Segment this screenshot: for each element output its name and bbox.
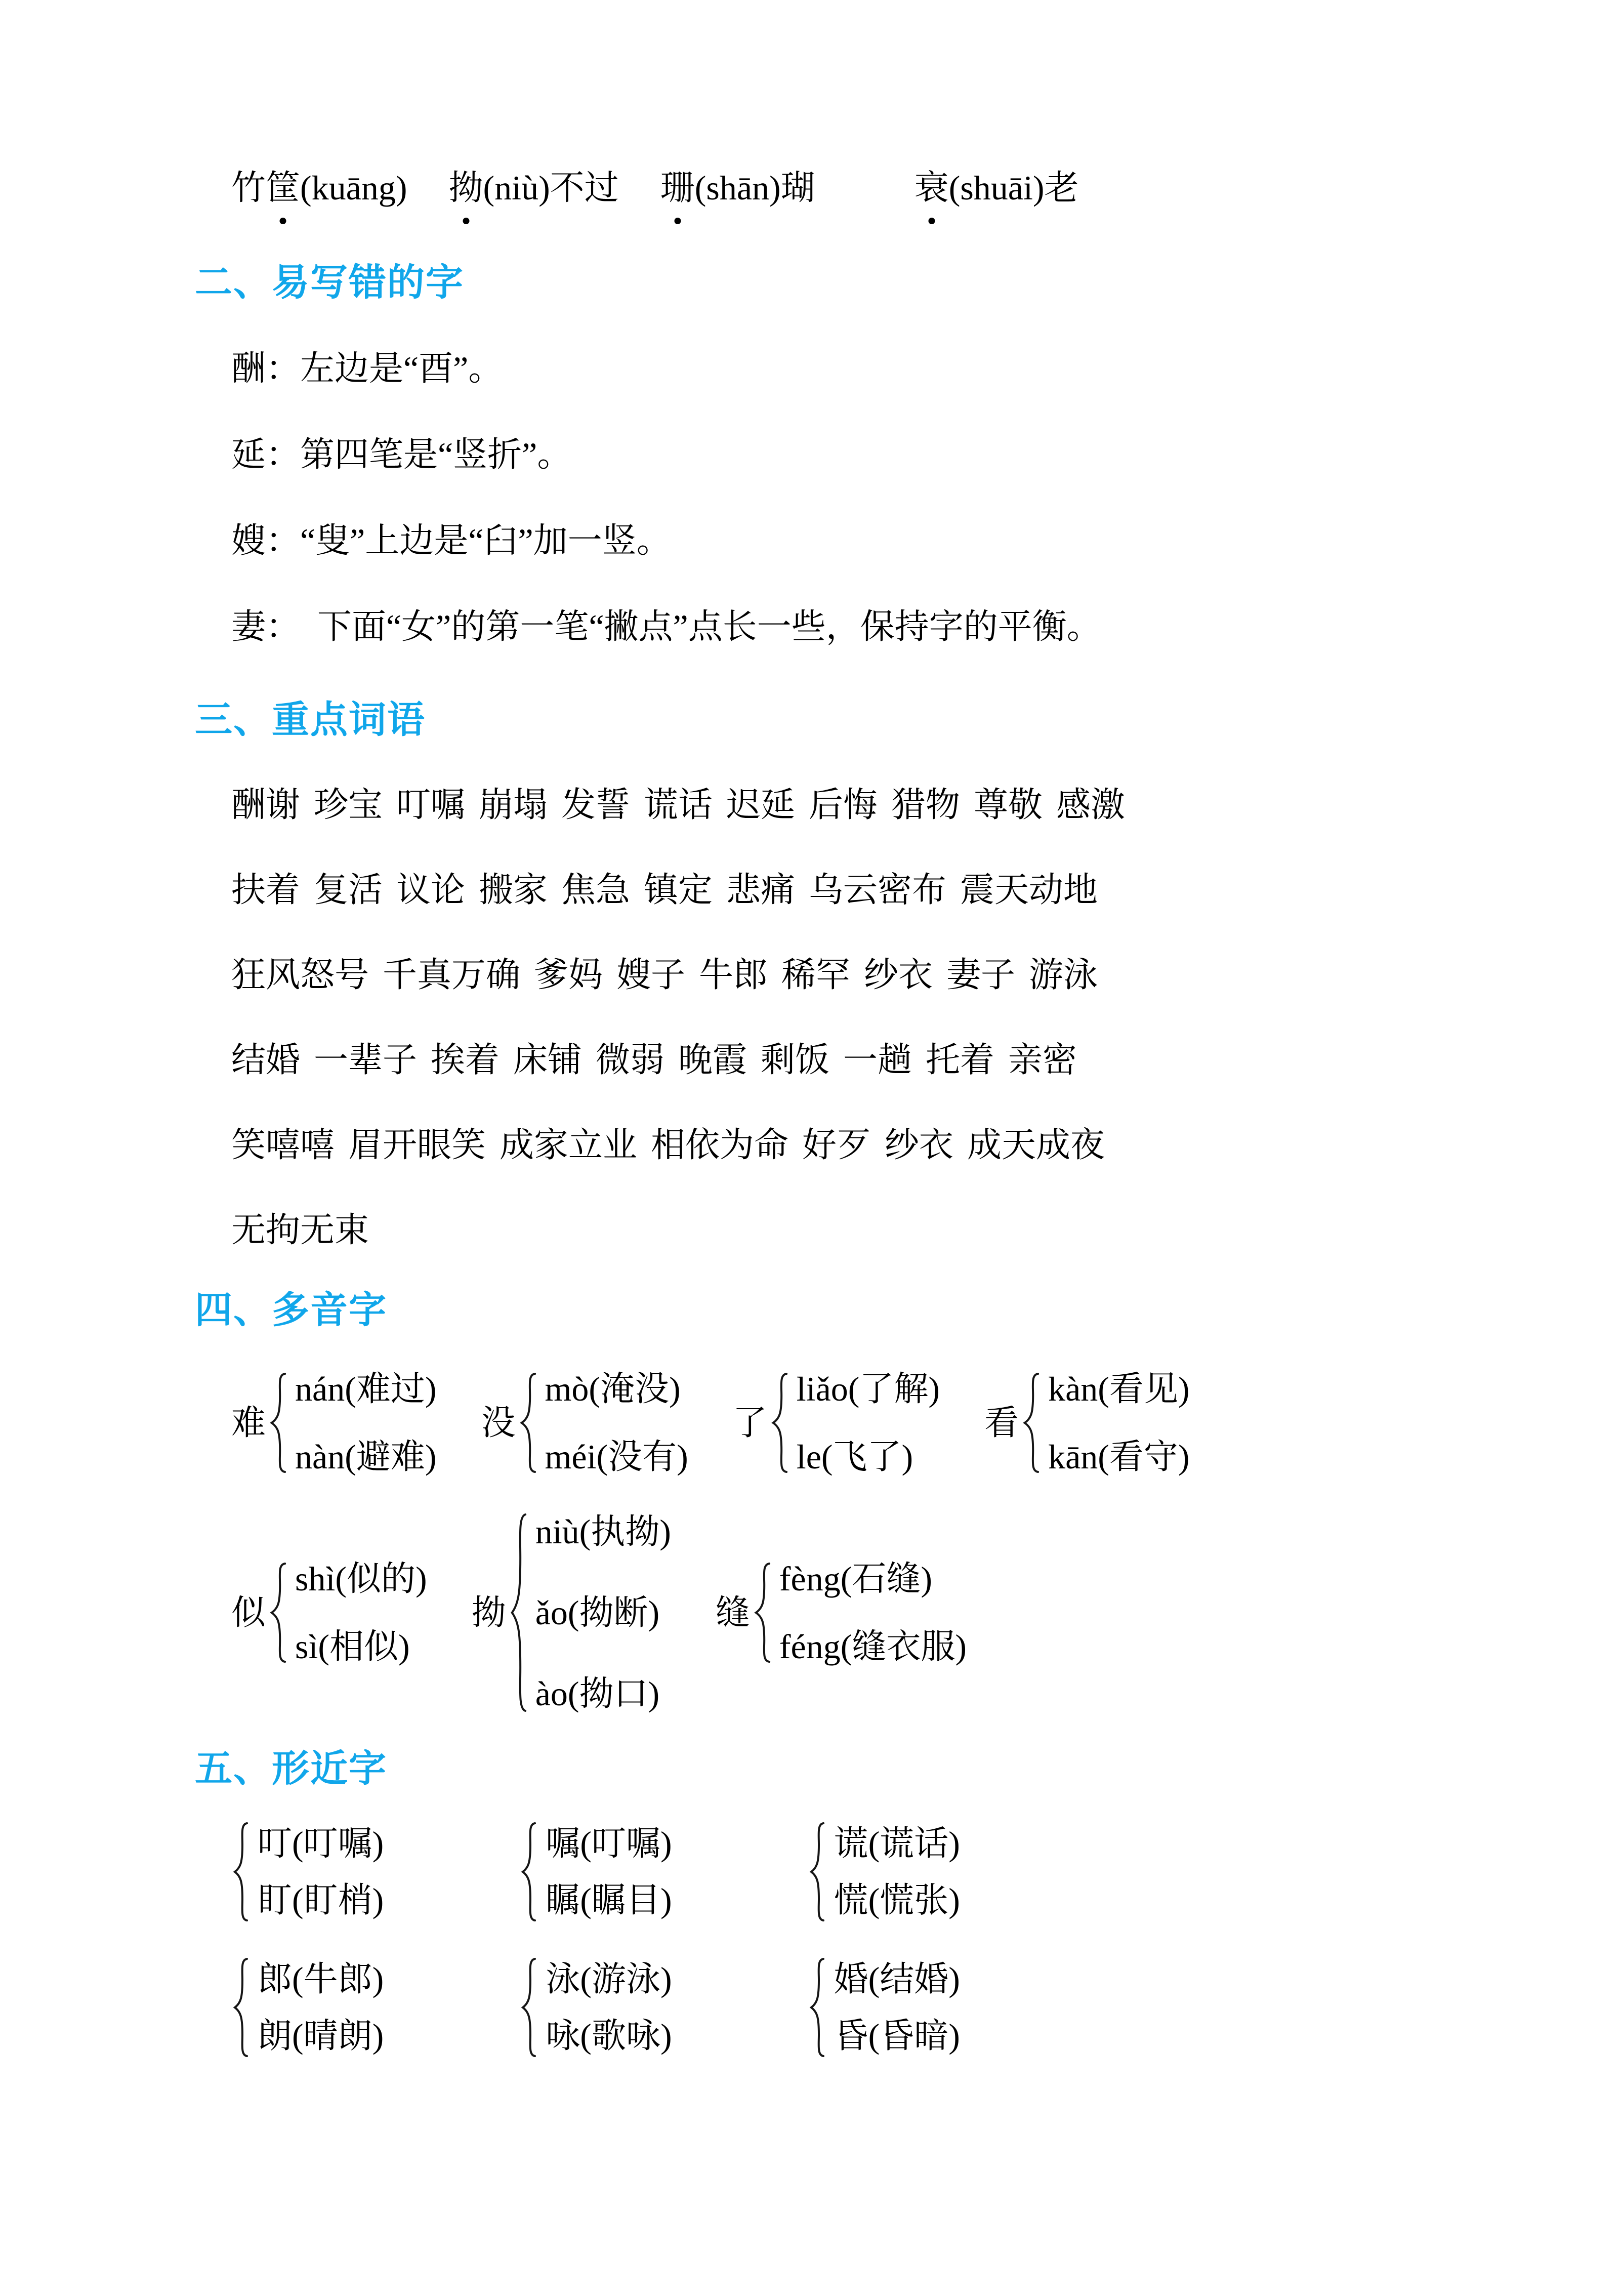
word-prefix-char: 竹 <box>231 169 266 207</box>
left-brace-icon <box>1021 1372 1043 1473</box>
word-list-text: 扶着 复活 议论 搬家 焦急 镇定 悲痛 乌云密布 震天动地 <box>231 871 1098 909</box>
polyphonic-char: 缝 <box>715 1593 750 1632</box>
polyphonic-row <box>231 1366 1546 1480</box>
reading-entry: shì(似的) <box>295 1560 427 1598</box>
pair-entry: 婚(结婚) <box>834 1960 960 1998</box>
brace-glyph <box>519 1822 539 1922</box>
left-brace-icon <box>268 1562 290 1663</box>
similar-char-pair <box>808 1956 960 2059</box>
readings-column <box>535 1508 671 1717</box>
reading-entry: féng(缝衣服) <box>779 1627 967 1666</box>
polyphonic-group <box>716 1555 967 1670</box>
similar-char-pair <box>519 1820 672 1923</box>
miswritten-char-note <box>231 517 1546 564</box>
pair-items-column <box>258 1820 384 1923</box>
polyphonic-char: 似 <box>231 1593 266 1632</box>
polyphonic-group <box>733 1366 940 1480</box>
brace-glyph <box>268 1562 290 1663</box>
note-text: 妻： 下面“女”的第一笔“撇点”点长一些，保持字的平衡。 <box>231 607 1101 646</box>
similar-char-pair <box>808 1820 960 1923</box>
similar-char-pair <box>519 1956 672 2059</box>
word-list-text: 酬谢 珍宝 叮嘱 崩塌 发誓 谎话 迟延 后悔 猎物 尊敬 感激 <box>231 786 1126 824</box>
polyphonic-char: 看 <box>984 1404 1019 1442</box>
similar-char-pair <box>231 1956 384 2059</box>
pair-items-column <box>258 1956 384 2059</box>
polyphonic-group <box>231 1555 427 1670</box>
similar-chars-row <box>231 1956 1546 2059</box>
section-5-rows <box>195 1820 1546 2059</box>
pinyin-annotated-word <box>231 165 407 211</box>
section-2-heading: 二、易写错的字 <box>195 261 464 303</box>
left-brace-icon <box>518 1372 540 1473</box>
readings-column <box>797 1366 940 1480</box>
reading-entry: fèng(石缝) <box>779 1560 933 1598</box>
pinyin-annotated-word <box>660 165 815 211</box>
miswritten-char-note <box>231 345 1546 392</box>
key-words-line <box>231 1122 1546 1168</box>
key-words-line <box>231 1207 1546 1253</box>
readings-column <box>295 1555 427 1670</box>
word-pinyin-suffix: (shān)瑚 <box>694 169 815 207</box>
word-pinyin-suffix: (shuāi)老 <box>948 169 1079 207</box>
word-list-text: 无拘无束 <box>231 1211 369 1249</box>
polyphonic-char: 难 <box>231 1404 266 1442</box>
left-brace-icon <box>808 1957 828 2058</box>
left-brace-icon <box>231 1957 252 2058</box>
note-text: 延：第四笔是“竖折”。 <box>231 435 572 474</box>
similar-char-pair <box>231 1820 384 1923</box>
brace-glyph <box>518 1372 540 1473</box>
pinyin-annotated-word <box>914 165 1079 211</box>
brace-glyph <box>508 1511 530 1714</box>
left-brace-icon <box>808 1822 828 1922</box>
word-pinyin-suffix: (kuāng) <box>300 169 407 207</box>
section-3-heading: 三、重点词语 <box>195 699 426 741</box>
pair-entry: 嘱(叮嘱) <box>546 1824 672 1863</box>
section-miswritten-chars <box>195 259 1546 650</box>
section-3-word-lines <box>195 782 1546 1253</box>
brace-glyph <box>1021 1372 1043 1473</box>
reading-entry: le(飞了) <box>796 1438 913 1476</box>
key-words-line <box>231 1037 1546 1083</box>
pair-entry: 泳(游泳) <box>546 1960 672 1998</box>
pair-items-column <box>834 1956 960 2059</box>
polyphonic-char: 了 <box>732 1404 767 1442</box>
polyphonic-row <box>231 1508 1546 1717</box>
brace-glyph <box>808 1822 828 1922</box>
polyphonic-group <box>984 1366 1190 1480</box>
reading-entry: kān(看守) <box>1048 1438 1190 1476</box>
pair-entry: 盯(盯梢) <box>258 1881 384 1919</box>
polyphonic-char: 拗 <box>471 1593 506 1632</box>
reading-entry: méi(没有) <box>545 1438 688 1476</box>
note-text: 酬：左边是“酉”。 <box>231 349 503 388</box>
pinyin-annotated-word <box>449 165 619 211</box>
emphasis-dotted-char: 衰 <box>914 165 949 211</box>
miswritten-char-note <box>231 603 1546 650</box>
word-list-text: 结婚 一辈子 挨着 床铺 微弱 晚霞 剩饭 一趟 托着 亲密 <box>231 1041 1077 1079</box>
brace-glyph <box>519 1957 539 2058</box>
emphasis-dotted-char: 筐 <box>266 165 300 211</box>
similar-chars-row <box>231 1820 1546 1923</box>
pair-entry: 叮(叮嘱) <box>258 1824 384 1863</box>
reading-entry: nán(难过) <box>295 1370 437 1408</box>
key-words-line <box>231 782 1546 828</box>
pinyin-word-line <box>231 165 1546 211</box>
left-brace-icon <box>519 1822 539 1922</box>
pair-entry: 慌(慌张) <box>834 1881 960 1919</box>
left-brace-icon <box>231 1822 252 1922</box>
note-text: 嫂：“叟”上边是“臼”加一竖。 <box>231 521 671 560</box>
pair-entry: 郎(牛郎) <box>258 1960 384 1998</box>
brace-glyph <box>231 1957 252 2058</box>
miswritten-char-note <box>231 431 1546 478</box>
left-brace-icon <box>268 1372 290 1473</box>
readings-column <box>1048 1366 1189 1480</box>
reading-entry: ǎo(拗断) <box>535 1593 660 1632</box>
reading-entry: sì(相似) <box>295 1627 410 1666</box>
brace-glyph <box>268 1372 290 1473</box>
left-brace-icon <box>519 1957 539 2058</box>
pair-entry: 昏(昏暗) <box>834 2017 960 2055</box>
polyphonic-group <box>231 1366 437 1480</box>
reading-entry: niù(执拗) <box>535 1512 671 1551</box>
pair-entry: 瞩(瞩目) <box>546 1881 672 1919</box>
section-4-rows <box>195 1366 1546 1717</box>
brace-glyph <box>769 1372 792 1473</box>
reading-entry: liǎo(了解) <box>796 1370 940 1408</box>
reading-entry: nàn(避难) <box>295 1438 437 1476</box>
section-similar-chars <box>195 1745 1546 2059</box>
polyphonic-group <box>481 1366 688 1480</box>
left-brace-icon <box>752 1562 774 1663</box>
readings-column <box>545 1366 688 1480</box>
section-5-heading: 五、形近字 <box>195 1747 387 1789</box>
section-polyphonic-chars <box>195 1287 1546 1717</box>
brace-glyph <box>752 1562 774 1663</box>
pair-entry: 咏(歌咏) <box>546 2017 672 2055</box>
key-words-line <box>231 867 1546 913</box>
emphasis-dotted-char: 珊 <box>660 165 695 211</box>
polyphonic-group <box>472 1508 671 1717</box>
left-brace-icon <box>769 1372 792 1473</box>
left-brace-icon <box>508 1511 530 1714</box>
polyphonic-char: 没 <box>481 1404 516 1442</box>
emphasis-dotted-char: 拗 <box>449 165 483 211</box>
section-4-heading: 四、多音字 <box>195 1289 387 1331</box>
reading-entry: kàn(看见) <box>1048 1370 1190 1408</box>
readings-column <box>295 1366 436 1480</box>
pair-items-column <box>834 1820 960 1923</box>
word-list-text: 笑嘻嘻 眉开眼笑 成家立业 相依为命 好歹 纱衣 成天成夜 <box>231 1126 1105 1164</box>
pair-items-column <box>546 1820 672 1923</box>
section-2-items <box>195 345 1546 650</box>
reading-entry: mò(淹没) <box>545 1370 681 1408</box>
readings-column <box>779 1555 967 1670</box>
brace-glyph <box>808 1957 828 2058</box>
key-words-line <box>231 952 1546 998</box>
word-pinyin-suffix: (niù)不过 <box>483 169 619 207</box>
section-key-words <box>195 696 1546 1253</box>
reading-entry: ào(拗口) <box>535 1674 660 1713</box>
word-list-text: 狂风怒号 千真万确 爹妈 嫂子 牛郎 稀罕 纱衣 妻子 游泳 <box>231 956 1098 994</box>
pair-entry: 朗(晴朗) <box>258 2017 384 2055</box>
pair-items-column <box>546 1956 672 2059</box>
brace-glyph <box>231 1822 252 1922</box>
pair-entry: 谎(谎话) <box>834 1824 960 1863</box>
